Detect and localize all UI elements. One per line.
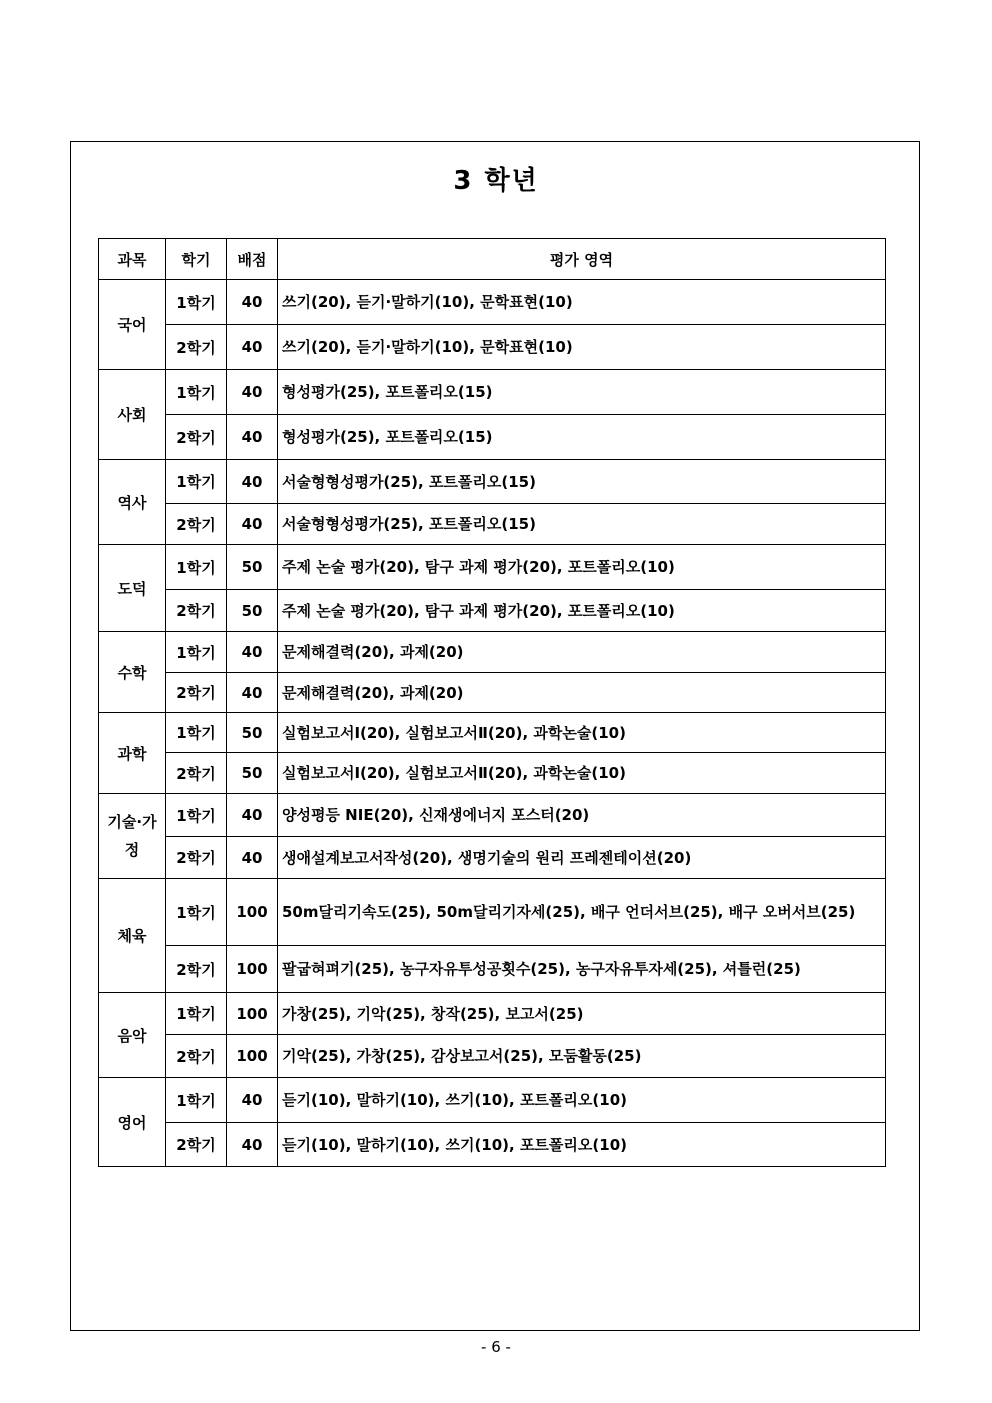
score-cell: 40 xyxy=(227,370,278,415)
semester-cell: 1학기 xyxy=(166,632,227,673)
subject-cell: 기술·가정 xyxy=(99,794,166,879)
semester-cell: 1학기 xyxy=(166,713,227,753)
table-row xyxy=(99,993,886,1035)
table-row xyxy=(99,946,886,993)
area-cell: 듣기(10), 말하기(10), 쓰기(10), 포트폴리오(10) xyxy=(278,1078,886,1123)
score-cell: 50 xyxy=(227,753,278,794)
header-semester: 학기 xyxy=(166,239,227,280)
score-cell: 50 xyxy=(227,713,278,753)
header-subject: 과목 xyxy=(99,239,166,280)
area-cell: 주제 논술 평가(20), 탐구 과제 평가(20), 포트폴리오(10) xyxy=(278,590,886,632)
score-cell: 100 xyxy=(227,1035,278,1078)
semester-cell: 2학기 xyxy=(166,415,227,460)
semester-cell: 1학기 xyxy=(166,993,227,1035)
table-row xyxy=(99,794,886,837)
table-row xyxy=(99,673,886,713)
score-cell: 50 xyxy=(227,545,278,590)
score-cell: 100 xyxy=(227,946,278,993)
area-cell: 기악(25), 가창(25), 감상보고서(25), 모둠활동(25) xyxy=(278,1035,886,1078)
semester-cell: 1학기 xyxy=(166,460,227,504)
area-cell: 쓰기(20), 듣기·말하기(10), 문학표현(10) xyxy=(278,325,886,370)
score-cell: 100 xyxy=(227,993,278,1035)
area-cell: 실험보고서Ⅰ(20), 실험보고서Ⅱ(20), 과학논술(10) xyxy=(278,713,886,753)
area-cell: 서술형형성평가(25), 포트폴리오(15) xyxy=(278,504,886,545)
evaluation-table xyxy=(98,238,886,1167)
semester-cell: 1학기 xyxy=(166,370,227,415)
header-score: 배점 xyxy=(227,239,278,280)
semester-cell: 2학기 xyxy=(166,837,227,879)
subject-cell: 도덕 xyxy=(99,545,166,632)
subject-cell: 수학 xyxy=(99,632,166,713)
semester-cell: 1학기 xyxy=(166,545,227,590)
subject-cell: 과학 xyxy=(99,713,166,794)
table-row xyxy=(99,632,886,673)
semester-cell: 2학기 xyxy=(166,946,227,993)
semester-cell: 1학기 xyxy=(166,794,227,837)
score-cell: 40 xyxy=(227,673,278,713)
subject-cell: 사회 xyxy=(99,370,166,460)
area-cell: 주제 논술 평가(20), 탐구 과제 평가(20), 포트폴리오(10) xyxy=(278,545,886,590)
table-row xyxy=(99,1123,886,1167)
area-cell: 형성평가(25), 포트폴리오(15) xyxy=(278,370,886,415)
table-row xyxy=(99,545,886,590)
table-row xyxy=(99,415,886,460)
score-cell: 40 xyxy=(227,632,278,673)
table-row xyxy=(99,590,886,632)
score-cell: 40 xyxy=(227,325,278,370)
table-row xyxy=(99,879,886,946)
table-row xyxy=(99,325,886,370)
table-row xyxy=(99,1078,886,1123)
area-cell: 50m달리기속도(25), 50m달리기자세(25), 배구 언더서브(25), 배구 오버서브(25) xyxy=(278,879,886,946)
area-cell: 문제해결력(20), 과제(20) xyxy=(278,673,886,713)
semester-cell: 2학기 xyxy=(166,590,227,632)
table-row xyxy=(99,837,886,879)
table-row xyxy=(99,713,886,753)
table-row xyxy=(99,460,886,504)
area-cell: 문제해결력(20), 과제(20) xyxy=(278,632,886,673)
area-cell: 팔굽혀펴기(25), 농구자유투성공횟수(25), 농구자유투자세(25), 셔틀런(25) xyxy=(278,946,886,993)
page-title: 3 학년 xyxy=(453,166,539,196)
score-cell: 40 xyxy=(227,794,278,837)
semester-cell: 2학기 xyxy=(166,504,227,545)
score-cell: 50 xyxy=(227,590,278,632)
score-cell: 40 xyxy=(227,280,278,325)
area-cell: 서술형형성평가(25), 포트폴리오(15) xyxy=(278,460,886,504)
semester-cell: 2학기 xyxy=(166,1035,227,1078)
score-cell: 40 xyxy=(227,504,278,545)
area-cell: 쓰기(20), 듣기·말하기(10), 문학표현(10) xyxy=(278,280,886,325)
semester-cell: 2학기 xyxy=(166,673,227,713)
area-cell: 실험보고서Ⅰ(20), 실험보고서Ⅱ(20), 과학논술(10) xyxy=(278,753,886,794)
header-area: 평가 영역 xyxy=(278,239,886,280)
semester-cell: 1학기 xyxy=(166,879,227,946)
table-row xyxy=(99,280,886,325)
score-cell: 100 xyxy=(227,879,278,946)
subject-cell: 역사 xyxy=(99,460,166,545)
score-cell: 40 xyxy=(227,837,278,879)
semester-cell: 1학기 xyxy=(166,280,227,325)
page-number: - 6 - xyxy=(481,1338,511,1356)
semester-cell: 2학기 xyxy=(166,1123,227,1167)
table-row xyxy=(99,370,886,415)
table-row xyxy=(99,753,886,794)
area-cell: 양성평등 NIE(20), 신재생에너지 포스터(20) xyxy=(278,794,886,837)
semester-cell: 1학기 xyxy=(166,1078,227,1123)
score-cell: 40 xyxy=(227,415,278,460)
score-cell: 40 xyxy=(227,460,278,504)
score-cell: 40 xyxy=(227,1078,278,1123)
table-header-row xyxy=(99,239,886,280)
subject-cell: 영어 xyxy=(99,1078,166,1167)
area-cell: 형성평가(25), 포트폴리오(15) xyxy=(278,415,886,460)
table-row xyxy=(99,504,886,545)
subject-cell: 국어 xyxy=(99,280,166,370)
subject-cell: 체육 xyxy=(99,879,166,993)
semester-cell: 2학기 xyxy=(166,753,227,794)
area-cell: 가창(25), 기악(25), 창작(25), 보고서(25) xyxy=(278,993,886,1035)
semester-cell: 2학기 xyxy=(166,325,227,370)
area-cell: 듣기(10), 말하기(10), 쓰기(10), 포트폴리오(10) xyxy=(278,1123,886,1167)
area-cell: 생애설계보고서작성(20), 생명기술의 원리 프레젠테이션(20) xyxy=(278,837,886,879)
subject-cell: 음악 xyxy=(99,993,166,1078)
table-row xyxy=(99,1035,886,1078)
score-cell: 40 xyxy=(227,1123,278,1167)
